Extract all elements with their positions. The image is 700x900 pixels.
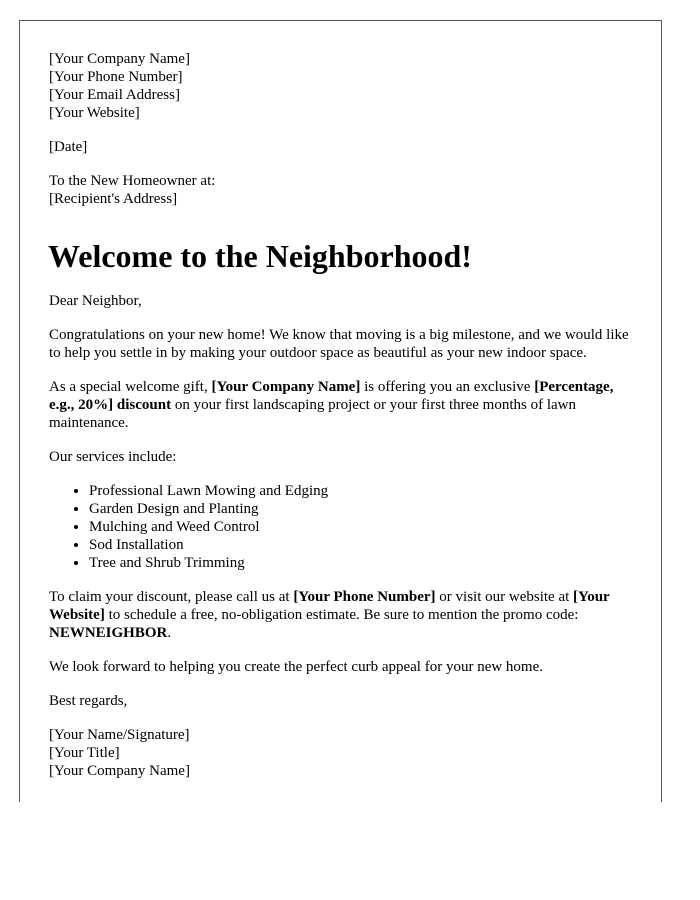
- services-intro: Our services include:: [49, 449, 177, 465]
- claim-text-2: or visit our website at: [435, 589, 574, 605]
- letter-frame: [19, 20, 662, 802]
- letter-title: Welcome to the Neighborhood!: [48, 238, 472, 274]
- sign-off: Best regards,: [49, 693, 128, 709]
- claim-website: [Your Website]: [49, 589, 610, 623]
- claim-phone: [Your Phone Number]: [293, 589, 436, 605]
- letter-content: [49, 50, 639, 796]
- signature-company: [Your Company Name]: [49, 763, 190, 779]
- intro-paragraph: Congratulations on your new home! We know that moving is a big milestone, and we would like to help you settle in by making your outdoor space as beautiful as your new indoor space.: [49, 327, 629, 361]
- sender-email: [Your Email Address]: [49, 87, 180, 103]
- service-item: • Sod Installation: [89, 536, 639, 554]
- services-list: [49, 482, 639, 572]
- sender-company-name: [Your Company Name]: [49, 51, 190, 67]
- offer-company-name: [Your Company Name]: [211, 379, 361, 395]
- sender-block: [49, 50, 639, 122]
- signature-name: [Your Name/Signature]: [49, 727, 190, 743]
- claim-paragraph: [49, 588, 639, 642]
- sender-website: [Your Website]: [49, 105, 140, 121]
- claim-text-3: to schedule a free, no-obligation estimate. Be sure to mention the promo code:: [104, 607, 579, 623]
- service-item: • Mulching and Weed Control: [89, 518, 639, 536]
- offer-text-3: on your first landscaping project or your first three months of lawn maintenance.: [49, 397, 576, 431]
- recipient-block: [49, 172, 639, 208]
- service-item: • Garden Design and Planting: [89, 500, 639, 518]
- letter-date: [Date]: [49, 139, 88, 155]
- offer-text-1: As a special welcome gift,: [49, 379, 212, 395]
- claim-text-4: .: [167, 625, 172, 641]
- signature-title: [Your Title]: [49, 745, 120, 761]
- service-item: • Professional Lawn Mowing and Edging: [89, 482, 639, 500]
- offer-discount: [Percentage, e.g., 20%] discount: [49, 379, 614, 413]
- recipient-address: [Recipient's Address]: [49, 191, 178, 207]
- salutation: Dear Neighbor,: [49, 293, 142, 309]
- offer-paragraph: [49, 378, 639, 432]
- recipient-intro: To the New Homeowner at:: [49, 173, 216, 189]
- claim-text-1: To claim your discount, please call us at: [49, 589, 294, 605]
- offer-text-2: is offering you an exclusive: [360, 379, 535, 395]
- date-block: [49, 138, 639, 156]
- promo-code: NEWNEIGHBOR: [49, 625, 168, 641]
- service-item: • Tree and Shrub Trimming: [89, 554, 639, 572]
- signature-block: [49, 726, 639, 780]
- sender-phone: [Your Phone Number]: [49, 69, 183, 85]
- closing-paragraph: We look forward to helping you create the perfect curb appeal for your new home.: [49, 659, 544, 675]
